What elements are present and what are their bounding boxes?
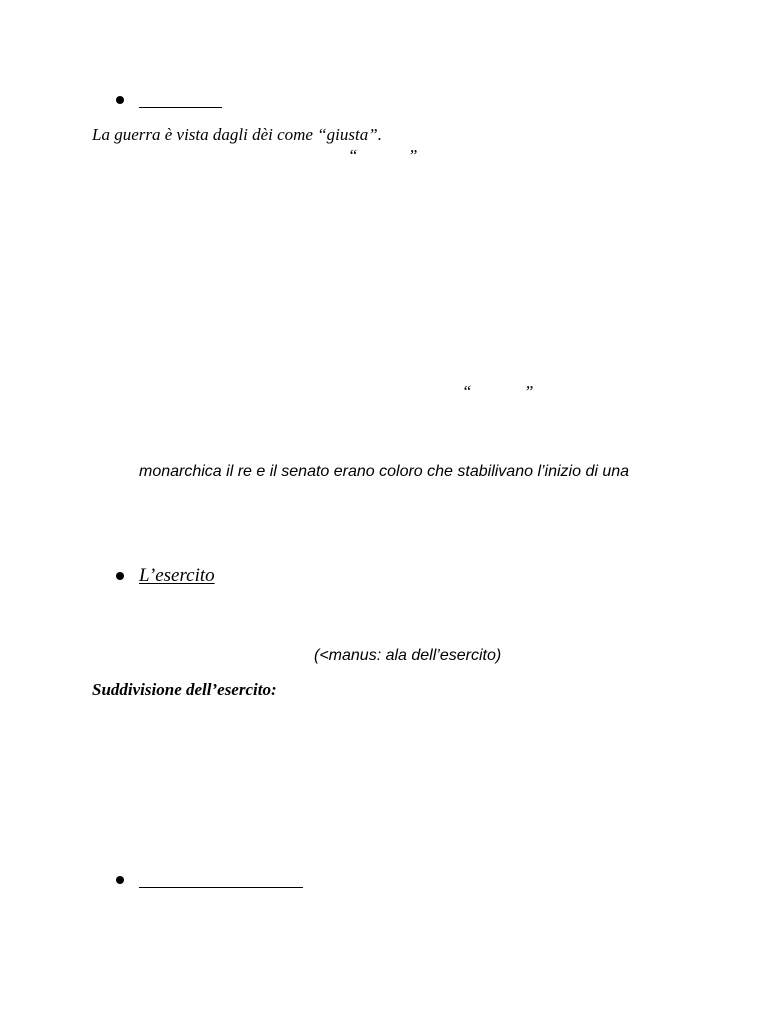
war-sentence: La guerra è vista dagli dèi come “giusta”. — [92, 125, 382, 144]
blank-heading-line-3 — [139, 887, 303, 888]
monarchy-line: monarchica il re e il senato erano coloro che stabilivano l’inizio di una — [139, 463, 630, 480]
bullet-3 — [116, 876, 124, 884]
quote-close-1: ” — [408, 146, 418, 165]
etymology-note: (<manus: ala dell’esercito) — [314, 647, 502, 664]
bullet-1 — [116, 96, 124, 104]
blank-heading-line-1 — [139, 107, 222, 108]
quote-open-2: “ — [462, 382, 472, 401]
quote-close-2: ” — [524, 382, 534, 401]
army-subdivision-heading: Suddivisione dell’esercito: — [92, 680, 277, 699]
bullet-2 — [116, 572, 124, 580]
quote-open-1: “ — [348, 146, 358, 165]
army-heading: L’esercito — [139, 565, 215, 586]
